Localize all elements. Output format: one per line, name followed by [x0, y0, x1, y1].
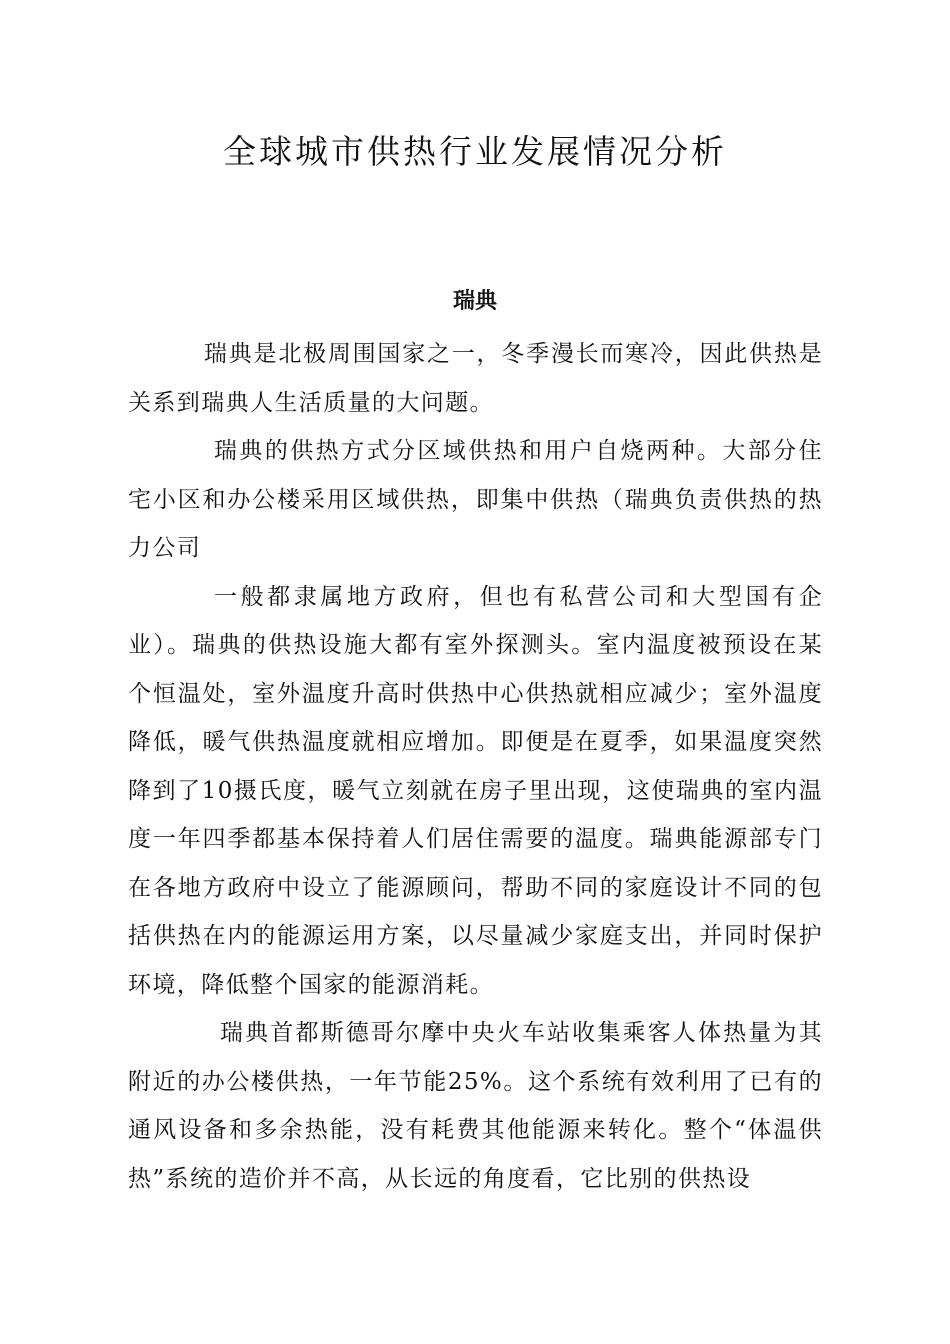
document-body	[128, 330, 823, 1203]
paragraph: 瑞典首都斯德哥尔摩中央火车站收集乘客人体热量为其附近的办公楼供热，一年节能25%。这个系统有效利用了已有的通风设备和多余热能，没有耗费其他能源来转化。整个“体温供热”系统的造价并不高，从长远的角度看，它比别的供热设	[128, 1020, 823, 1192]
paragraph: 瑞典的供热方式分区域供热和用户自烧两种。大部分住宅小区和办公楼采用区域供热，即集中供热（瑞典负责供热的热力公司	[128, 438, 823, 561]
paragraph: 一般都隶属地方政府，但也有私营公司和大型国有企业）。瑞典的供热设施大都有室外探测头。室内温度被预设在某个恒温处，室外温度升高时供热中心供热就相应减少；室外温度降低，暖气供热温度就相应增加。即便是在夏季，如果温度突然降到了10摄氏度，暖气立刻就在房子里出现，这使瑞典的室内温度一年四季都基本保持着人们居住需要的温度。瑞典能源部专门在各地方政府中设立了能源顾问，帮助不同的家庭设计不同的包括供热在内的能源运用方案，以尽量减少家庭支出，并同时保护环境，降低整个国家的能源消耗。	[128, 583, 823, 998]
document-title: 全球城市供热行业发展情况分析	[223, 132, 727, 171]
section-heading: 瑞典	[452, 289, 497, 314]
paragraph: 瑞典是北极周围国家之一，冬季漫长而寒冷，因此供热是关系到瑞典人生活质量的大问题。	[128, 341, 823, 416]
